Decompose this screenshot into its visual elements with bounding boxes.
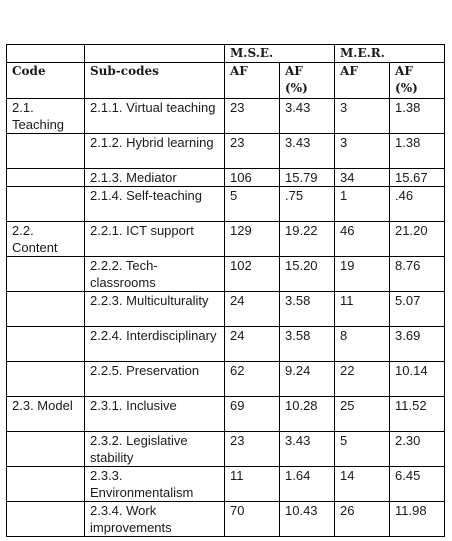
mse-pct-cell: 3.58 xyxy=(280,292,335,327)
mer-pct-cell: 15.67 xyxy=(390,169,445,187)
table-row xyxy=(7,292,445,327)
mse-af-cell: 106 xyxy=(225,169,280,187)
mer-pct-cell: 5.07 xyxy=(390,292,445,327)
code-cell xyxy=(7,187,85,222)
code-cell xyxy=(7,432,85,467)
subcode-cell: 2.2.3. Multiculturality xyxy=(85,292,225,327)
mer-pct-cell: 8.76 xyxy=(390,257,445,292)
mer-af-cell: 5 xyxy=(335,432,390,467)
empty-header-cell xyxy=(85,45,225,63)
mse-af-cell: 62 xyxy=(225,362,280,397)
mse-pct-cell: 3.58 xyxy=(280,327,335,362)
subcode-cell: 2.3.1. Inclusive xyxy=(85,397,225,432)
code-cell xyxy=(7,257,85,292)
mse-af-cell: 102 xyxy=(225,257,280,292)
table-row xyxy=(7,397,445,432)
table-row xyxy=(7,362,445,397)
mer-af-cell: 46 xyxy=(335,222,390,257)
mse-pct-cell: 1.64 xyxy=(280,467,335,502)
code-cell xyxy=(7,134,85,169)
mse-af-cell: 69 xyxy=(225,397,280,432)
code-cell xyxy=(7,169,85,187)
mer-pct-cell: .46 xyxy=(390,187,445,222)
table-row xyxy=(7,467,445,502)
subcode-cell: 2.1.3. Mediator xyxy=(85,169,225,187)
table-row xyxy=(7,502,445,537)
empty-header-cell xyxy=(7,45,85,63)
mse-af-cell: 129 xyxy=(225,222,280,257)
mse-pct-cell: 10.28 xyxy=(280,397,335,432)
mse-pct-cell: 10.43 xyxy=(280,502,335,537)
table-row xyxy=(7,222,445,257)
column-header-mer-af: AF xyxy=(335,63,390,99)
mse-pct-cell: 15.20 xyxy=(280,257,335,292)
table-row xyxy=(7,99,445,134)
code-cell xyxy=(7,292,85,327)
column-header-mse-pct: AF (%) xyxy=(280,63,335,99)
subcode-cell: 2.1.4. Self-teaching xyxy=(85,187,225,222)
mer-af-cell: 11 xyxy=(335,292,390,327)
mse-af-cell: 23 xyxy=(225,134,280,169)
mer-af-cell: 19 xyxy=(335,257,390,292)
mer-af-cell: 1 xyxy=(335,187,390,222)
mse-af-cell: 11 xyxy=(225,467,280,502)
mer-af-cell: 25 xyxy=(335,397,390,432)
mse-af-cell: 24 xyxy=(225,292,280,327)
table-row xyxy=(7,327,445,362)
mse-pct-cell: 19.22 xyxy=(280,222,335,257)
subcode-cell: 2.2.1. ICT support xyxy=(85,222,225,257)
column-header-mer-pct: AF (%) xyxy=(390,63,445,99)
column-header-code: Code xyxy=(7,63,85,99)
mer-pct-cell: 1.38 xyxy=(390,134,445,169)
subcode-cell: 2.2.4. Interdisciplinary xyxy=(85,327,225,362)
frequency-table xyxy=(6,44,445,537)
subcode-cell: 2.3.3. Environmentalism xyxy=(85,467,225,502)
subcode-cell: 2.3.2. Legislative stability xyxy=(85,432,225,467)
mer-af-cell: 3 xyxy=(335,99,390,134)
subcode-cell: 2.1.2. Hybrid learning xyxy=(85,134,225,169)
table-row xyxy=(7,187,445,222)
mse-af-cell: 23 xyxy=(225,99,280,134)
mer-af-cell: 22 xyxy=(335,362,390,397)
mse-pct-cell: 3.43 xyxy=(280,432,335,467)
mer-af-cell: 8 xyxy=(335,327,390,362)
code-cell: 2.3. Model xyxy=(7,397,85,432)
mer-pct-cell: 21.20 xyxy=(390,222,445,257)
code-cell xyxy=(7,467,85,502)
table-row xyxy=(7,432,445,467)
mer-pct-cell: 11.52 xyxy=(390,397,445,432)
mer-pct-cell: 3.69 xyxy=(390,327,445,362)
mse-af-cell: 5 xyxy=(225,187,280,222)
mse-pct-cell: 3.43 xyxy=(280,99,335,134)
mse-pct-cell: .75 xyxy=(280,187,335,222)
mse-af-cell: 23 xyxy=(225,432,280,467)
group-header-mse: M.S.E. xyxy=(225,45,335,63)
group-header-mer: M.E.R. xyxy=(335,45,445,63)
group-header-row xyxy=(7,45,445,63)
mse-af-cell: 24 xyxy=(225,327,280,362)
mer-af-cell: 3 xyxy=(335,134,390,169)
code-cell xyxy=(7,362,85,397)
subcode-cell: 2.2.5. Preservation xyxy=(85,362,225,397)
mer-pct-cell: 2.30 xyxy=(390,432,445,467)
mer-af-cell: 14 xyxy=(335,467,390,502)
column-header-row xyxy=(7,63,445,99)
code-cell xyxy=(7,502,85,537)
mer-pct-cell: 10.14 xyxy=(390,362,445,397)
subcode-cell: 2.3.4. Work improvements xyxy=(85,502,225,537)
table-row xyxy=(7,169,445,187)
mse-pct-cell: 3.43 xyxy=(280,134,335,169)
mer-pct-cell: 6.45 xyxy=(390,467,445,502)
subcode-cell: 2.2.2. Tech-classrooms xyxy=(85,257,225,292)
table-row xyxy=(7,134,445,169)
mer-pct-cell: 1.38 xyxy=(390,99,445,134)
mse-pct-cell: 9.24 xyxy=(280,362,335,397)
column-header-subcode: Sub-codes xyxy=(85,63,225,99)
mse-pct-cell: 15.79 xyxy=(280,169,335,187)
mer-af-cell: 26 xyxy=(335,502,390,537)
column-header-mse-af: AF xyxy=(225,63,280,99)
table-row xyxy=(7,257,445,292)
code-cell: 2.1. Teaching xyxy=(7,99,85,134)
subcode-cell: 2.1.1. Virtual teaching xyxy=(85,99,225,134)
mer-af-cell: 34 xyxy=(335,169,390,187)
mer-pct-cell: 11.98 xyxy=(390,502,445,537)
mse-af-cell: 70 xyxy=(225,502,280,537)
code-cell xyxy=(7,327,85,362)
code-cell: 2.2. Content xyxy=(7,222,85,257)
